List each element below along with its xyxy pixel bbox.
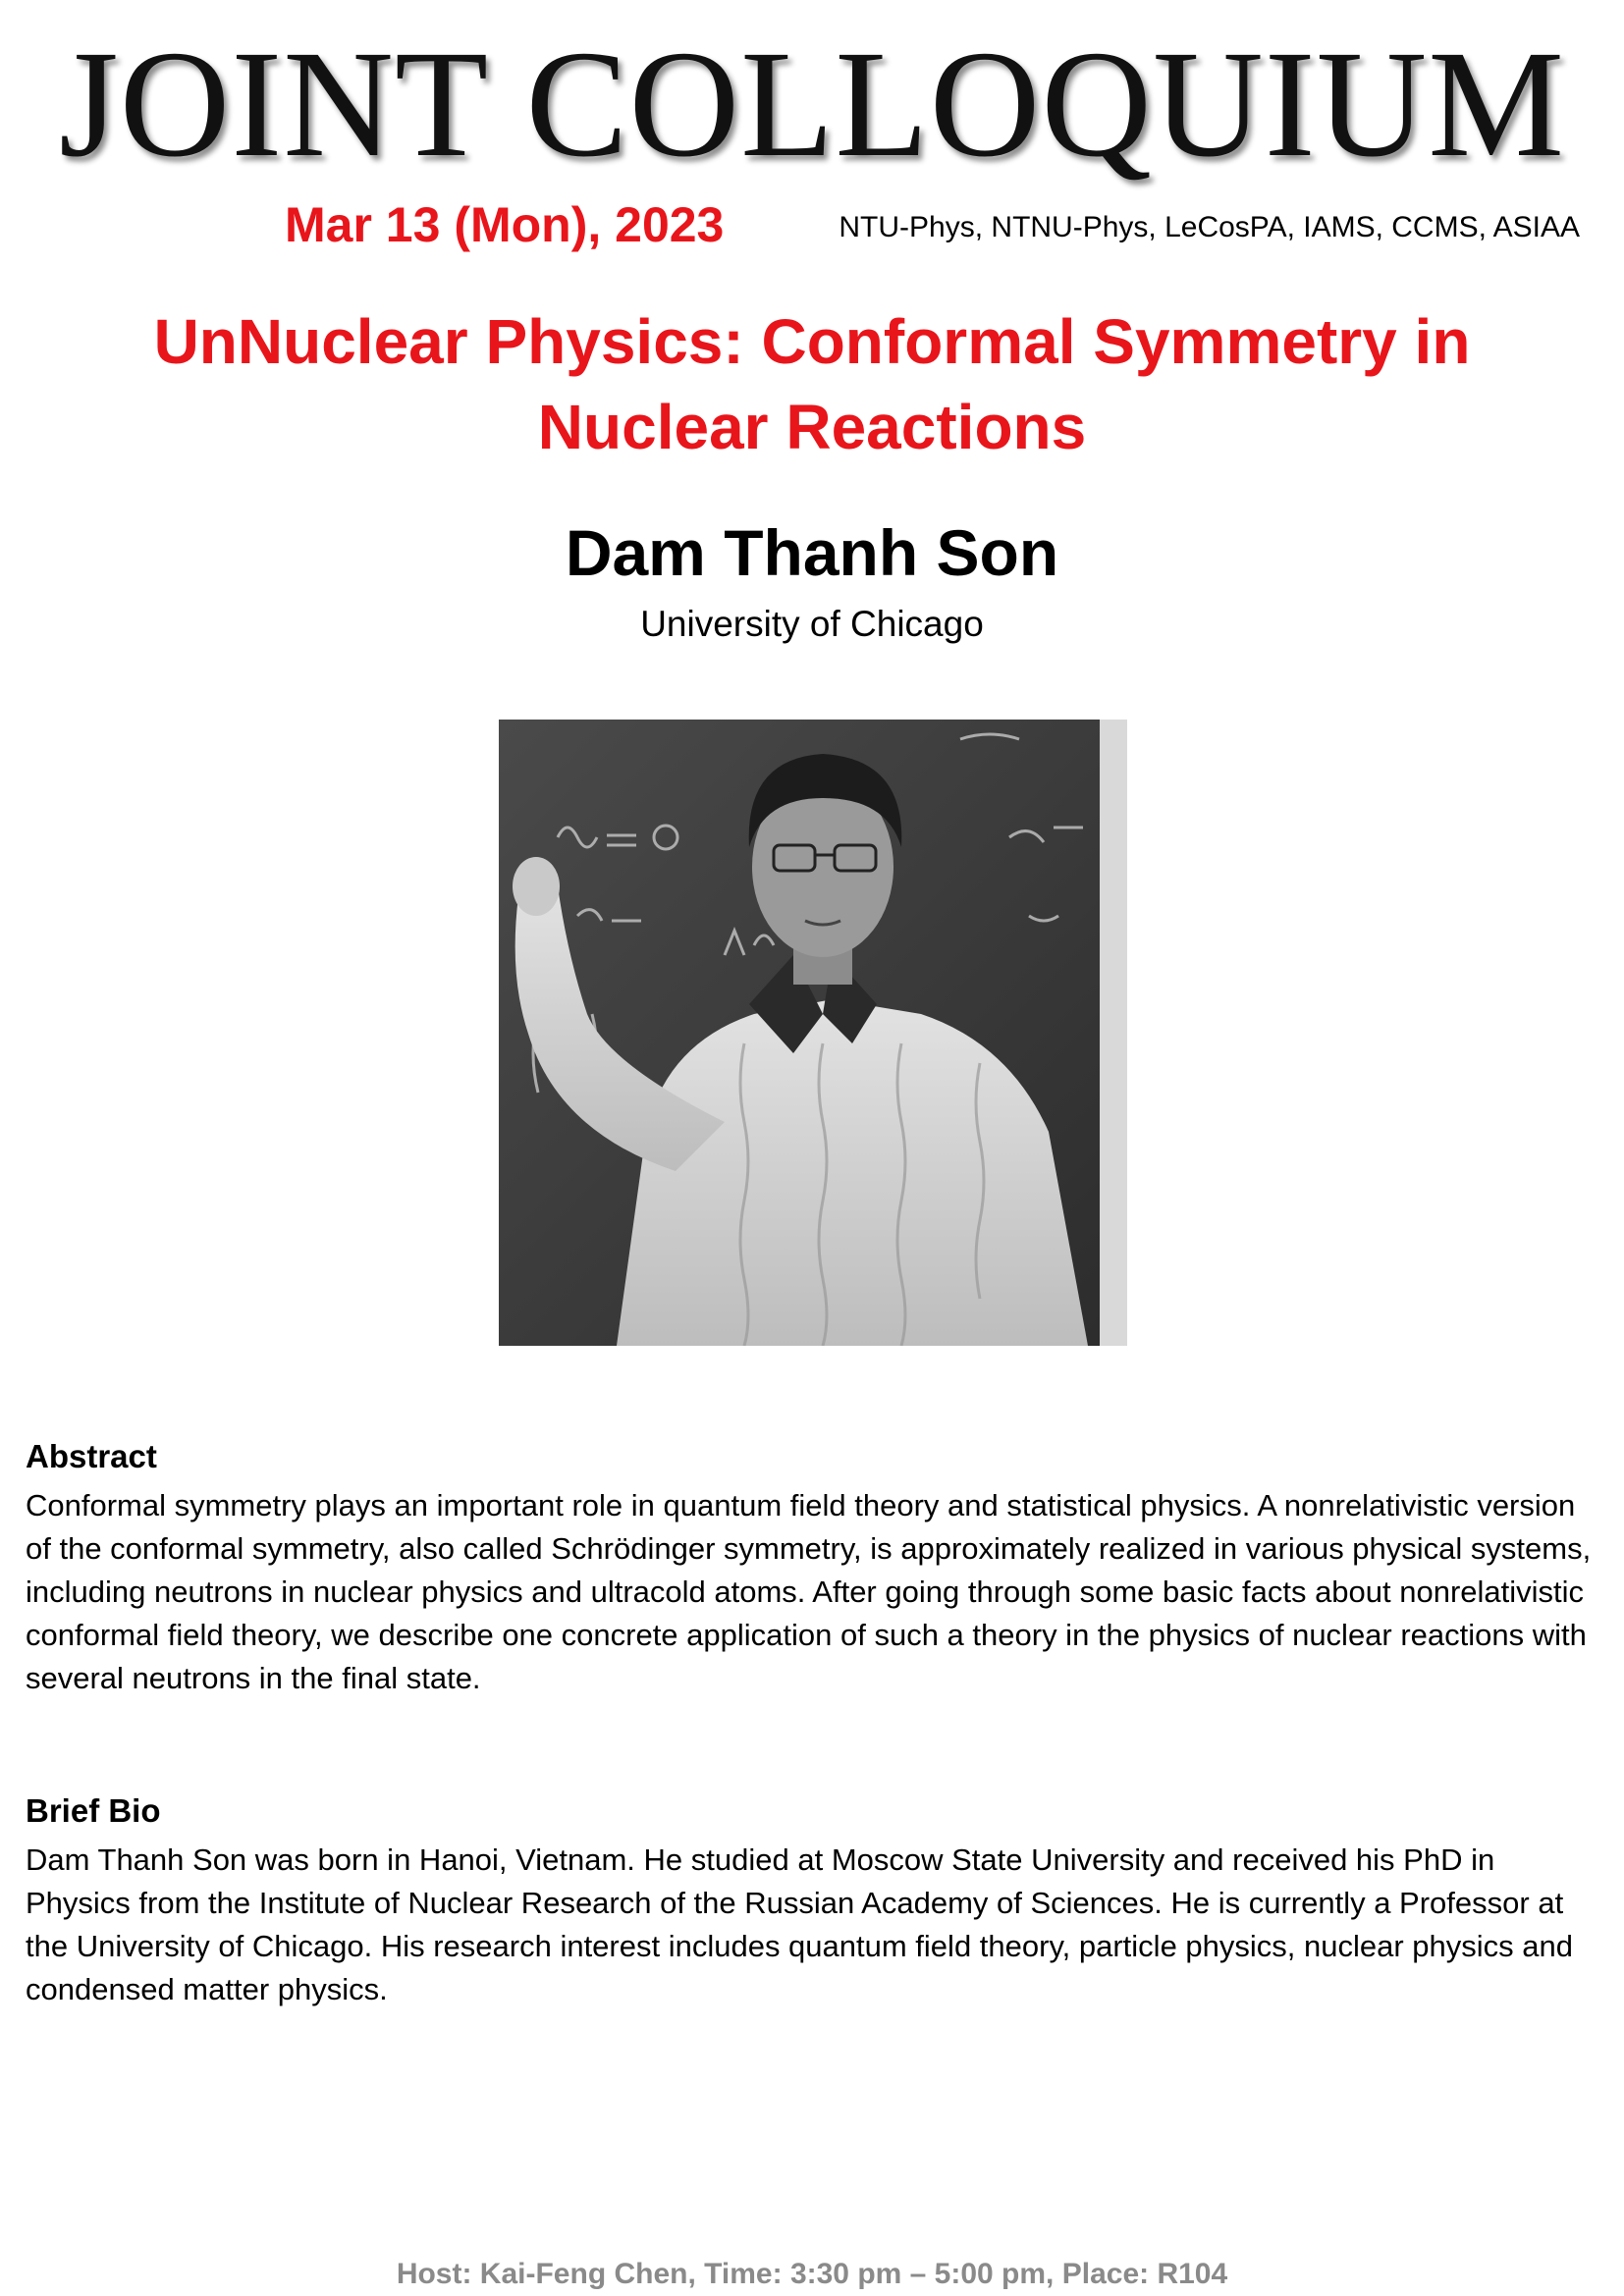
speaker-name: Dam Thanh Son xyxy=(565,516,1059,589)
colloquium-banner: JOINT COLLOQUIUM xyxy=(58,19,1566,188)
event-logistics: Host: Kai-Feng Chen, Time: 3:30 pm – 5:00 pm, Place: R104 xyxy=(396,2258,1228,2290)
abstract-text: Conformal symmetry plays an important role in quantum field theory and statistical physics. A nonrelativistic version of the conformal symmetry, also called Schrödinger symmetry, is approximately realized in various physical systems, including neutrons in nuclear physics and ultracold atoms. After going through some basic facts about nonrelativistic conformal field theory, we describe one concrete application of such a theory in the physics of nuclear reactions with several neutrons in the final state. xyxy=(26,1488,1592,1695)
abstract-heading: Abstract xyxy=(26,1438,157,1474)
event-date: Mar 13 (Mon), 2023 xyxy=(285,197,725,252)
organizers: NTU-Phys, NTNU-Phys, LeCosPA, IAMS, CCMS, ASIAA xyxy=(839,211,1580,243)
talk-title: UnNuclear Physics: Conformal Symmetry in Nuclear Reactions xyxy=(153,306,1471,462)
speaker-photo xyxy=(499,720,1127,1346)
bio-text: Dam Thanh Son was born in Hanoi, Vietnam. He studied at Moscow State University and received his PhD in Physics from the Institute of Nuclear Research of the Russian Academy of Sciences. He is currently a Professor at the University of Chicago. His research interest includes quantum field theory, particle physics, nuclear physics and condensed matter physics. xyxy=(26,1842,1574,2006)
speaker-affiliation: University of Chicago xyxy=(640,604,984,644)
bio-heading: Brief Bio xyxy=(26,1792,161,1829)
